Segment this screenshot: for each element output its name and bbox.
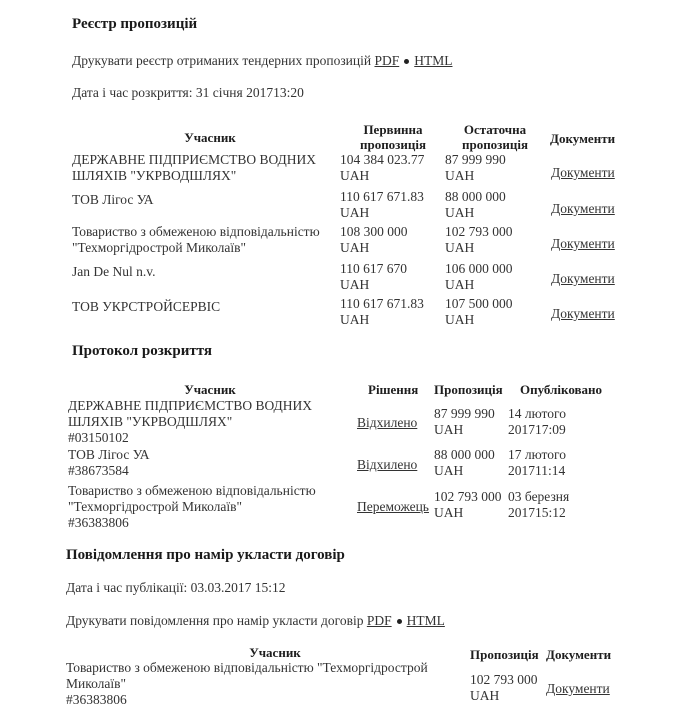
notice-header-participant: Учасник [249,645,301,660]
participant-name-line1: Товариство з обмеженою відповідальністю [68,483,316,498]
initial-offer [340,189,424,221]
published-date-line1: 03 березня [508,489,570,504]
protocol-header-decision: Рішення [368,382,419,397]
offer [434,406,495,438]
initial-amount: 110 617 671.83 [340,296,424,311]
initial-offer [340,261,407,293]
decision-link[interactable]: Відхилено [357,415,418,430]
protocol-header-offer: Пропозиція [434,382,503,397]
final-currency: UAH [445,277,475,292]
participant-name-line2: ШЛЯХІВ "УКРВОДШЛЯХ" [72,168,237,183]
initial-currency: UAH [340,168,370,183]
registry-header-final-line2: пропозиція [461,137,529,152]
offer-currency: UAH [470,688,500,703]
published-date-line1: 14 лютого [508,406,566,421]
published-date-line2: 201715:12 [508,505,566,520]
offer-amount: 87 999 990 [434,406,495,421]
participant-name [72,152,316,184]
registry-header-participant: Учасник [184,130,236,145]
final-amount: 107 500 000 [445,296,513,311]
published-date-line2: 201711:14 [508,463,566,478]
registry-header-initial [348,122,438,152]
published-date [508,489,569,521]
registry-print-line [72,53,452,69]
notice-title: Повідомлення про намір укласти договір [66,547,345,563]
final-offer [445,261,513,293]
initial-currency: UAH [340,205,370,220]
documents-link[interactable]: Документи [551,271,615,286]
participant-name-line1: ДЕРЖАВНЕ ПІДПРИЄМСТВО ВОДНИХ [68,398,313,413]
initial-offer [340,296,424,328]
published-date-line2: 201717:09 [508,422,566,437]
participant-name-line1: ДЕРЖАВНЕ ПІДПРИЄМСТВО ВОДНИХ [72,152,317,167]
published-date [508,406,566,438]
participant-name [68,447,150,479]
participant-name-line1: Товариство з обмеженою відповідальністю "Техморгідрострой [66,660,428,675]
offer-amount: 88 000 000 [434,447,495,462]
initial-amount: 104 384 023.77 [340,152,425,167]
final-currency: UAH [445,240,475,255]
documents-link[interactable]: Документи [551,165,615,180]
initial-currency: UAH [340,312,370,327]
documents-link[interactable]: Документи [551,306,615,321]
protocol-header-participant: Учасник [184,382,236,397]
offer-amount: 102 793 000 [470,672,538,687]
participant-name-line2: ШЛЯХІВ "УКРВОДШЛЯХ" [68,414,233,429]
participant-name [68,483,316,531]
registry-html-link[interactable]: HTML [414,53,453,68]
participant-code: #03150102 [68,430,129,445]
participant-name-line1: ТОВ Лігос УА [68,447,150,462]
initial-offer [340,224,408,256]
notice-header-offer: Пропозиція [470,647,539,662]
registry-header-initial-line1: Первинна [363,122,423,137]
participant-name [68,398,312,446]
participant-name-line1: Jan De Nul n.v. [72,264,156,279]
documents-link[interactable]: Документи [551,201,615,216]
final-offer [445,224,513,256]
published-date [508,447,566,479]
participant-name [72,224,320,256]
protocol-title: Протокол розкриття [72,343,213,359]
participant-name-line2: "Техморгідрострой Миколаїв" [72,240,247,255]
participant-code: #36383806 [68,515,129,530]
notice-header-documents: Документи [546,647,612,662]
final-currency: UAH [445,312,475,327]
decision-link[interactable]: Переможець [357,499,429,514]
notice-pub-date: Дата і час публікації: 03.03.2017 15:12 [66,580,286,595]
registry-header-final-line1: Остаточна [463,122,527,137]
registry-pdf-link[interactable]: PDF [374,53,400,68]
offer [470,672,538,704]
participant-code: #38673584 [68,463,129,478]
bullet-icon [404,59,409,64]
participant-name-line1: ТОВ Лігос УА [72,192,154,207]
final-amount: 106 000 000 [445,261,513,276]
initial-amount: 110 617 670 [340,261,407,276]
offer-currency: UAH [434,422,464,437]
bullet-icon [397,619,402,624]
participant-name-line1: Товариство з обмеженою відповідальністю [72,224,320,239]
documents-link[interactable]: Документи [551,236,615,251]
initial-amount: 110 617 671.83 [340,189,424,204]
offer [434,489,502,521]
final-currency: UAH [445,205,475,220]
initial-currency: UAH [340,240,370,255]
initial-currency: UAH [340,277,370,292]
offer [434,447,495,479]
offer-currency: UAH [434,505,464,520]
decision-link[interactable]: Відхилено [357,457,418,472]
offer-amount: 102 793 000 [434,489,502,504]
protocol-header-published: Опубліковано [520,382,603,397]
participant-code: #36383806 [66,692,127,707]
final-offer [445,296,513,328]
participant-name [72,192,154,208]
notice-print-line [66,613,445,629]
registry-print-text: Друкувати реєстр отриманих тендерних пропозицій [72,53,372,68]
notice-html-link[interactable]: HTML [406,613,445,628]
participant-name-line2: Миколаїв" [66,676,127,691]
registry-header-initial-line2: пропозиція [359,137,427,152]
notice-pdf-link[interactable]: PDF [366,613,392,628]
notice-print-text: Друкувати повідомлення про намір укласти договір [66,613,364,628]
documents-link[interactable]: Документи [546,681,610,696]
participant-name [72,299,220,315]
registry-title: Реєстр пропозицій [72,16,198,32]
final-amount: 102 793 000 [445,224,513,239]
offer-currency: UAH [434,463,464,478]
initial-amount: 108 300 000 [340,224,408,239]
registry-header-documents: Документи [550,131,616,146]
final-amount: 87 999 990 [445,152,506,167]
participant-name-line1: ТОВ УКРСТРОЙСЕРВІС [72,299,221,314]
final-amount: 88 000 000 [445,189,506,204]
published-date-line1: 17 лютого [508,447,566,462]
participant-name [72,264,156,280]
final-offer [445,152,506,184]
final-offer [445,189,506,221]
registry-opening-date: Дата і час розкриття: 31 січня 201713:20 [72,85,304,100]
participant-name-line2: "Техморгідрострой Миколаїв" [68,499,243,514]
participant-name [66,660,428,708]
registry-header-final [450,122,540,152]
final-currency: UAH [445,168,475,183]
initial-offer [340,152,424,184]
